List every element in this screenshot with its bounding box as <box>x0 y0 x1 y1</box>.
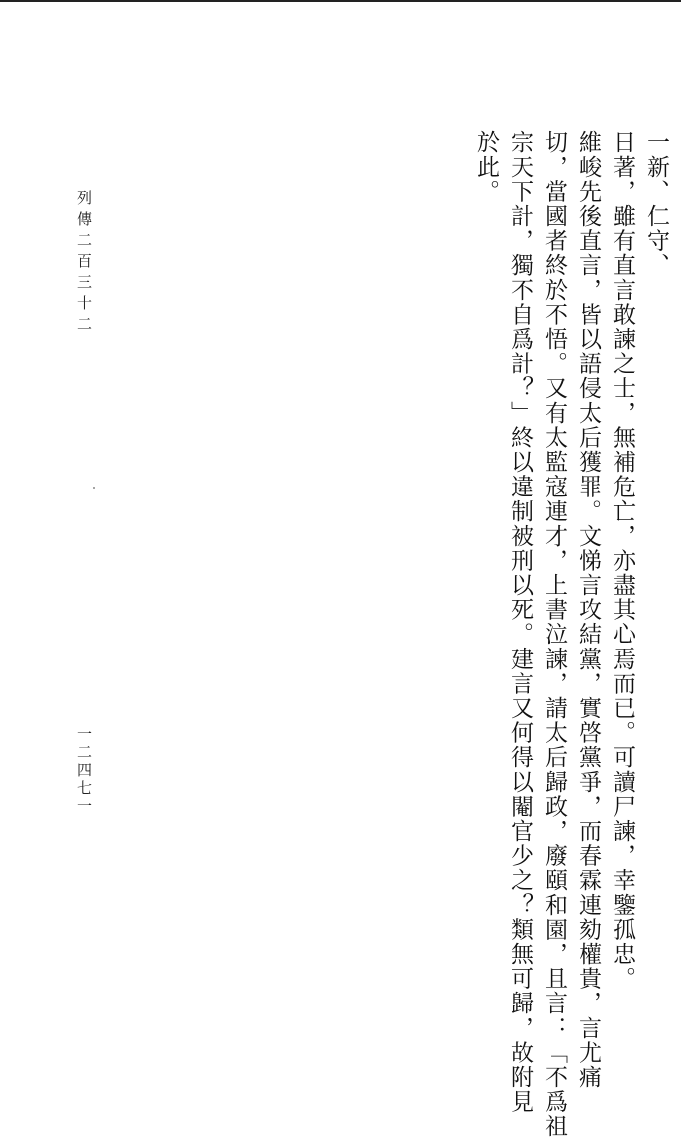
text-column-5: 宗天下計，獨不自爲計？」終以違制被刑以死。建言又何得以閹官少之？類無可歸，故附見 <box>507 130 533 1114</box>
scan-speck <box>93 487 95 489</box>
running-title: 列傳二百三十二 <box>75 190 93 337</box>
main-text-block <box>469 130 673 1139</box>
text-column-6: 於此。 <box>473 130 499 204</box>
text-column-4: 切，當國者終於不悟。又有太監寇連才，上書泣諫，請太后歸政，廢頤和園，且言：「不爲祖 <box>541 130 567 1139</box>
text-column-3: 維峻先後直言，皆以語侵太后獲罪。文悌言攻結黨，實啓黨爭，而春霖連劾權貴，言尤痛 <box>575 130 601 1090</box>
text-column-2: 日著，雖有直言敢諫之士，無補危亡，亦盡其心焉而已。可讀尸諫，幸鑒孤忠。 <box>609 130 635 991</box>
page-number: 一二四七一 <box>75 726 93 816</box>
top-border-rule <box>0 0 681 2</box>
text-column-1: 一新、仁守、 <box>643 130 669 278</box>
